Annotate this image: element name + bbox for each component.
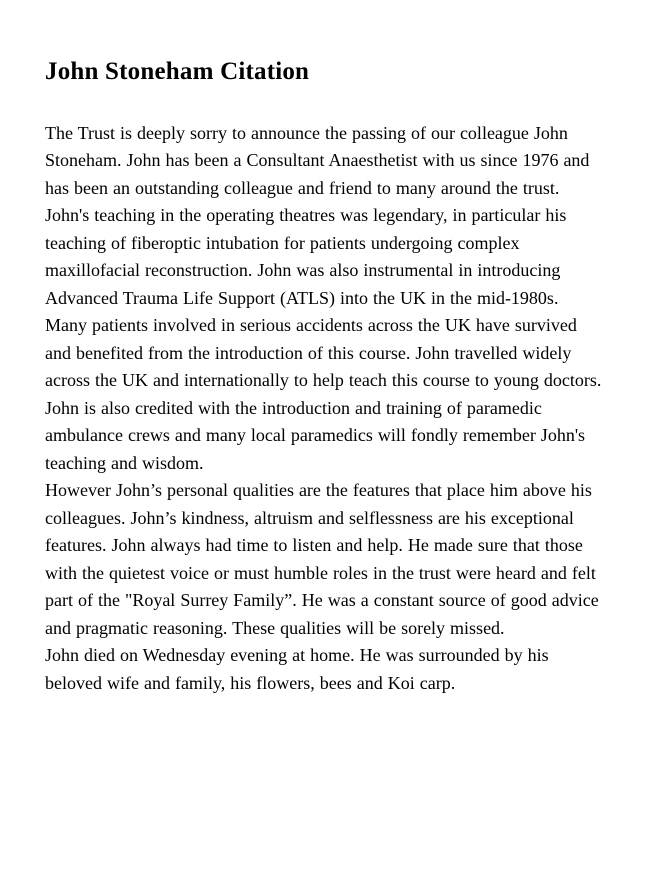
paragraph-qualities: However John’s personal qualities are the features that place him above his colleagues. John’s kindness, altruism and selflessness are his exceptional features. John always had time to listen and help. He made sure that those with the quietest voice or must humble roles in the trust were heard and felt part of the "Royal Surrey Family”. He was a constant source of good advice and pragmatic reasoning. These qualities will be sorely missed. <box>45 480 599 638</box>
paragraph-intro: The Trust is deeply sorry to announce the passing of our colleague John Stoneham. John has been a Consultant Anaesthetist with us since 1976 and has been an outstanding colleague and friend to many around the trust. <box>45 122 590 198</box>
paragraph-teaching: John's teaching in the operating theatres was legendary, in particular his teaching of fiberoptic intubation for patients undergoing complex maxillofacial reconstruction. John was also instrumental in introducing Advanced Trauma Life Support (ATLS) into the UK in the mid-1980s. Many patients involved in serious accidents across the UK have survived and benefited from the introduction of this course. John travelled widely across the UK and internationally to help teach this course to young doctors. John is also credited with the introduction and training of paramedic ambulance crews and many local paramedics will fondly remember John's teaching and wisdom. <box>45 205 602 473</box>
page-title: John Stoneham Citation <box>45 58 310 85</box>
paragraph-passing: John died on Wednesday evening at home. He was surrounded by his beloved wife and family, his flowers, bees and Koi carp. <box>45 645 549 693</box>
document-body <box>45 120 604 698</box>
